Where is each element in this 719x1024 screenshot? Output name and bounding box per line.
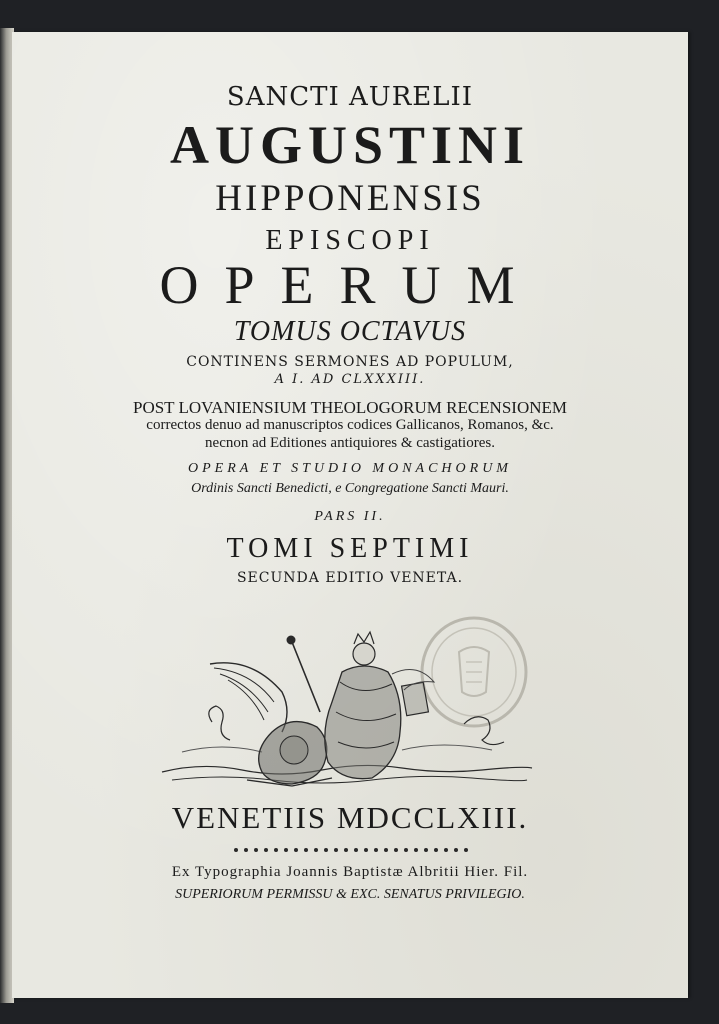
title-line-hipponensis: HIPPONENSIS xyxy=(215,178,485,219)
title-line-tomus: TOMUS OCTAVUS xyxy=(233,316,467,347)
part-label: PARS II. xyxy=(314,509,386,524)
subtitle-contents: CONTINENS SERMONES AD POPULUM, xyxy=(186,354,514,370)
editors-line-2: Ordinis Sancti Benedicti, e Congregatione Sancti Mauri. xyxy=(191,481,509,496)
imprint-place-date: VENETIIS MDCCLXIII. xyxy=(171,800,529,835)
title-line-augustini: AUGUSTINI xyxy=(169,115,531,175)
edition-label: SECUNDA EDITIO VENETA. xyxy=(236,570,464,586)
engraved-vignette-icon xyxy=(142,602,542,792)
subtitle-range: A I. AD CLXXXIII. xyxy=(274,372,426,387)
editors-line-1: OPERA ET STUDIO MONACHORUM xyxy=(188,461,512,476)
title-line-episcopi: EPISCOPI xyxy=(265,225,435,256)
title-page xyxy=(12,32,688,998)
imprint-privilege: SUPERIORUM PERMISSU & EXC. SENATUS PRIVILEGIO. xyxy=(175,887,525,902)
title-line-operum: OPERUM xyxy=(159,255,541,315)
recension-line-1: POST LOVANIENSIUM THEOLOGORUM RECENSIONEM xyxy=(133,398,567,417)
volume-label: TOMI SEPTIMI xyxy=(226,533,474,564)
title-line-sancti-aurelii: SANCTI AURELII xyxy=(226,82,474,112)
recension-line-2: correctos denuo ad manuscriptos codices Gallicanos, Romanos, &c. xyxy=(146,417,554,433)
recension-line-3: necnon ad Editiones antiquiores & castigatiores. xyxy=(205,435,495,451)
ornament-rule-icon xyxy=(230,845,472,855)
imprint-printer: Ex Typographia Joannis Baptistæ Albritii Hier. Fil. xyxy=(171,864,529,880)
